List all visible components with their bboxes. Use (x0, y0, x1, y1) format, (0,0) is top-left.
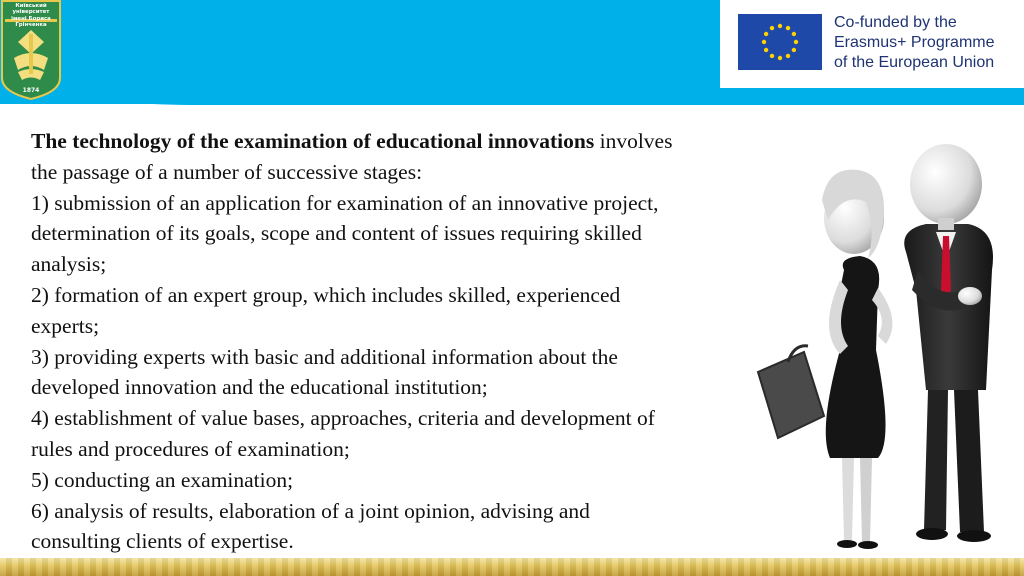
university-name-line2: імені Бориса Грінченка (11, 15, 51, 29)
stage-line: 5) conducting an examination; (31, 467, 294, 492)
cofunded-line2: Erasmus+ Programme (834, 34, 995, 51)
stage-line: 4) establishment of value bases, approaches, criteria and development of (31, 406, 655, 431)
university-founded-year: 1874 (22, 87, 40, 94)
university-name-line1: Київський університет (12, 3, 50, 16)
stage-line: 1) submission of an application for examination of an innovative project, (31, 190, 659, 215)
intro-line-2: the passage of a number of successive stages: (31, 159, 423, 184)
university-name (4, 3, 58, 29)
intro-line (31, 126, 801, 157)
stage-line: 2) formation of an expert group, which includes skilled, experienced (31, 282, 621, 307)
stage-line: developed innovation and the educational institution; (31, 375, 488, 400)
header-band-wave (0, 95, 1024, 119)
intro-rest: involves (594, 129, 673, 153)
businesswoman-figure (758, 170, 892, 549)
stage-line: 6) analysis of results, elaboration of a joint opinion, advising and (31, 498, 590, 523)
businessman-figure (904, 144, 993, 542)
stage-line: experts; (31, 313, 100, 338)
main-text-block (31, 126, 801, 557)
stage-line: rules and procedures of examination; (31, 436, 350, 461)
business-people-illustration (748, 140, 1018, 560)
cofunded-line3: of the European Union (834, 54, 995, 71)
stage-line: 3) providing experts with basic and additional information about the (31, 344, 618, 369)
cofunded-text (834, 13, 1018, 73)
stage-line: determination of its goals, scope and content of issues requiring skilled (31, 221, 642, 246)
intro-bold-title: The technology of the examination of educational innovations (31, 129, 595, 153)
university-logo (0, 0, 62, 100)
stage-line: analysis; (31, 252, 107, 277)
cofunded-line1: Co-funded by the (834, 14, 957, 31)
bottom-gold-bar (0, 558, 1024, 576)
eu-flag-icon (738, 14, 822, 70)
stage-line: consulting clients of expertise. (31, 529, 294, 554)
